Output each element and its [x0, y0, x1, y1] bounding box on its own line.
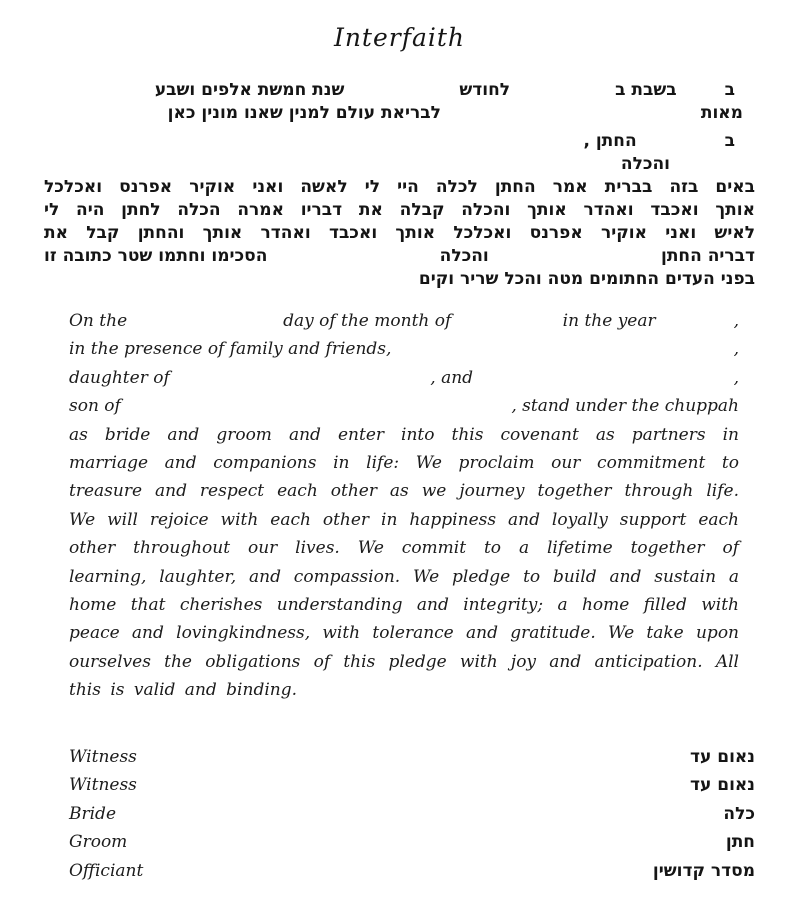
blank-day-of-month: [510, 94, 615, 95]
hebrew-header: [44, 79, 755, 176]
right-indent: [735, 94, 755, 95]
english-text: day of the month of: [283, 311, 452, 331]
right-indent: [670, 168, 755, 169]
blank-year: [441, 117, 701, 118]
hebrew-word: דבריה החתן: [660, 246, 755, 266]
blank-day-of-week: [677, 94, 725, 95]
english-text: ,: [733, 367, 739, 388]
blank-day: [127, 325, 283, 326]
page-title: Interfaith: [333, 23, 466, 52]
signature-row-officiant: [69, 857, 755, 886]
signature-row-witness-2: [69, 771, 755, 800]
hebrew-covenant-line-3: לאיש ואני אוקיר אפרנס ואכלכל אותך ואכבד ואהדר אותך והחתן קבל את: [44, 223, 755, 243]
hebrew-covenant-line-1: באים בזה בברית אמר החתן לכלה היי לי לאשה ואני אוקיר אפרנס ואכלכל: [44, 177, 755, 197]
english-line-11: home that cherishes understanding and integrity; a home filled with: [69, 595, 739, 616]
hebrew-covenant-paragraph: [44, 176, 755, 291]
right-indent: [743, 117, 755, 118]
hebrew-word: לבריאת עולם למנין שאנו מונין כאן: [167, 103, 441, 123]
groom-label-hebrew: חתן: [725, 832, 755, 853]
english-line-2: [69, 335, 739, 363]
english-text: son of: [69, 396, 121, 417]
blank-city: [637, 145, 725, 146]
blank-month: [451, 325, 562, 326]
officiant-label-english: Officiant: [69, 861, 144, 882]
blank-bride-name: [391, 353, 733, 354]
blank-month-name: [344, 94, 459, 95]
hebrew-word: ב: [724, 80, 735, 100]
english-line-13: ourselves the obligations of this pledge with joy and anticipation. All: [69, 651, 739, 672]
witness-1-label-hebrew: נאום עד: [690, 746, 755, 767]
signature-row-witness-1: [69, 743, 755, 772]
witness-2-label-english: Witness: [69, 775, 137, 796]
hebrew-word: והכלה: [620, 154, 670, 174]
english-text: ,: [733, 339, 739, 360]
english-line-4: [69, 392, 739, 420]
english-covenant-paragraph: [69, 307, 739, 705]
signature-block: [44, 743, 755, 886]
hebrew-word: מאות: [700, 103, 743, 123]
english-line-3: [69, 364, 739, 392]
hebrew-word: ב: [724, 131, 735, 151]
english-line-9: other throughout our lives. We commit to a lifetime together of: [69, 538, 739, 559]
hebrew-word: והכלה: [439, 246, 489, 266]
hebrew-word: הסכימו וחתמו שטר כתובה זו: [44, 246, 268, 266]
bride-label-english: Bride: [69, 803, 116, 824]
blank-bride-name: [501, 168, 621, 169]
english-text: daughter of: [69, 367, 170, 388]
blank-groom-name: [463, 145, 583, 146]
hebrew-date-line-2: [44, 102, 755, 125]
blank-bride-parents: [170, 382, 431, 383]
hebrew-covenant-line-2: אותך ואכבד ואהדר אותך והכלה קבלה את דבריו אמרה הכלה לחתן היה לי: [44, 200, 755, 220]
hebrew-word: שנת חמשת אלפים ושבע: [154, 80, 345, 100]
witness-2-label-hebrew: נאום עד: [690, 775, 755, 796]
signature-row-bride: [69, 800, 755, 829]
english-line-5: as bride and groom and enter into this covenant as partners in: [69, 424, 739, 445]
hebrew-covenant-line-4: [44, 245, 755, 268]
hebrew-word: החתן ,: [583, 131, 637, 151]
english-line-6: marriage and companions in life: We proclaim our commitment to: [69, 453, 739, 474]
blank-groom-name: [473, 382, 734, 383]
english-line-8: We will rejoice with each other in happiness and loyally support each: [69, 509, 739, 530]
hebrew-date-line-1: [44, 79, 755, 102]
english-text: in the presence of family and friends,: [69, 339, 392, 360]
english-text: On the: [69, 311, 128, 331]
hebrew-bride-line: [44, 153, 755, 176]
officiant-label-hebrew: מסדר קדושין: [652, 861, 755, 882]
english-line-10: learning, laughter, and compassion. We pledge to build and sustain a: [69, 566, 739, 587]
hebrew-word: לחודש: [459, 80, 511, 100]
groom-label-english: Groom: [69, 832, 128, 853]
english-line-12: peace and lovingkindness, with tolerance and gratitude. We take upon: [69, 623, 739, 644]
signature-row-groom: [69, 828, 755, 857]
witness-1-label-english: Witness: [69, 746, 137, 767]
english-line-14: this is valid and binding.: [69, 680, 298, 701]
english-line-7: treasure and respect each other as we journey together through life.: [69, 481, 739, 502]
english-text: in the year: [562, 311, 656, 331]
english-text: , and: [430, 367, 474, 388]
hebrew-covenant-line-5: בפני העדים החתומים מטה והכל שריר וקים: [418, 269, 755, 289]
blank-groom-parents: [121, 410, 512, 411]
english-text: , stand under the chuppah: [511, 396, 739, 417]
hebrew-word: בשבת ב: [615, 80, 677, 100]
blank-year: [656, 325, 734, 326]
right-indent: [735, 145, 755, 146]
hebrew-place-groom-line: [44, 130, 755, 153]
english-text: ,: [733, 311, 739, 331]
bride-label-hebrew: כלה: [723, 803, 755, 824]
english-line-1: [69, 307, 739, 335]
